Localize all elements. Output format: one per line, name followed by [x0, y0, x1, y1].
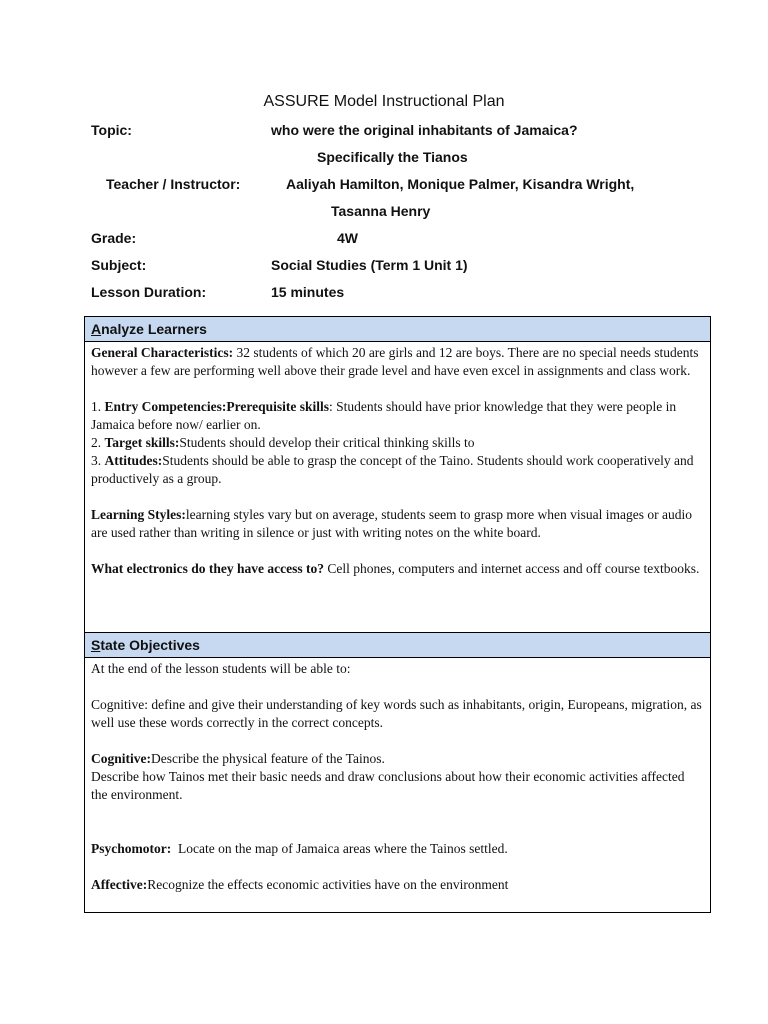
subject-label: Subject: — [91, 257, 147, 273]
teacher-line-2: Tasanna Henry — [331, 203, 431, 219]
att-label: Attitudes: — [104, 453, 163, 468]
heading-initial: A — [91, 321, 102, 337]
target-text: Students should develop their critical thinking skills to — [179, 435, 475, 450]
gc-label: General Characteristics: — [91, 345, 234, 360]
elec-label: What electronics do they have access to? — [91, 561, 324, 576]
entry-label: Entry Competencies:Prerequisite skills — [104, 399, 329, 414]
cognitive-objective-1: Cognitive: define and give their understanding of key words such as inhabitants, origin, Europeans, migration, as well use these words correctly in the correct concepts. — [91, 697, 702, 730]
att-num: 3. — [91, 453, 105, 468]
gc-text: 32 students of which 20 are girls and 12 are boys. There are no special needs students however a few are performing well above their grade level and have even excel in assignments and class work. — [91, 345, 699, 378]
affective-objective — [91, 876, 704, 894]
target-skills — [91, 434, 704, 452]
grade-label: Grade: — [91, 230, 137, 246]
learning-styles — [91, 506, 704, 542]
psychomotor-objective — [91, 840, 704, 858]
electronics-access — [91, 560, 704, 578]
aff-text: Recognize the effects economic activities have on the environment — [147, 877, 509, 892]
general-characteristics — [91, 344, 704, 380]
heading-rest: nalyze Learners — [101, 321, 207, 337]
objectives-intro: At the end of the lesson students will be able to: — [91, 661, 351, 676]
att-text: Students should be able to grasp the concept of the Taino. Students should work cooperatively and productively as a group. — [91, 453, 694, 486]
topic-label: Topic: — [91, 122, 132, 138]
state-objectives-section — [84, 632, 711, 913]
subject-value: Social Studies (Term 1 Unit 1) — [271, 257, 468, 273]
heading-rest: tate Objectives — [100, 637, 200, 653]
duration-label: Lesson Duration: — [91, 284, 207, 300]
duration-value: 15 minutes — [271, 284, 345, 300]
elec-text: Cell phones, computers and internet access and off course textbooks. — [323, 561, 700, 576]
heading-initial: S — [91, 637, 101, 653]
teacher-line-1: Aaliyah Hamilton, Monique Palmer, Kisandra Wright, — [286, 176, 635, 192]
ls-label: Learning Styles: — [91, 507, 186, 522]
attitudes — [91, 452, 704, 488]
aff-label: Affective: — [91, 877, 148, 892]
target-label: Target skills: — [104, 435, 180, 450]
cog2-text: Describe the physical feature of the Tainos. — [151, 751, 385, 766]
state-objectives-heading — [85, 633, 710, 658]
psy-label: Psychomotor: — [91, 841, 172, 856]
ls-text: learning styles vary but on average, students seem to grasp more when visual images or audio are used rather than writing in silence or just with writing notes on the white board. — [91, 507, 693, 540]
document-title: ASSURE Model Instructional Plan — [263, 93, 505, 110]
cog2-label: Cognitive: — [91, 751, 151, 766]
teacher-label: Teacher / Instructor: — [106, 176, 241, 192]
cognitive-objective-2-line2: Describe how Tainos met their basic needs and draw conclusions about how their economic activities affected the environment. — [91, 769, 685, 802]
entry-competencies — [91, 398, 704, 434]
entry-num: 1. — [91, 399, 105, 414]
analyze-learners-heading — [85, 317, 710, 342]
psy-text: Locate on the map of Jamaica areas where the Tainos settled. — [171, 841, 508, 856]
cognitive-objective-2 — [91, 750, 704, 768]
analyze-learners-section — [84, 316, 711, 633]
entry-text: : Students should have prior knowledge that they were people in Jamaica before now/ earlier on. — [91, 399, 677, 432]
topic-line-1: who were the original inhabitants of Jamaica? — [271, 122, 578, 138]
topic-line-2: Specifically the Tianos — [317, 149, 468, 165]
target-num: 2. — [91, 435, 105, 450]
grade-value: 4W — [337, 230, 358, 246]
